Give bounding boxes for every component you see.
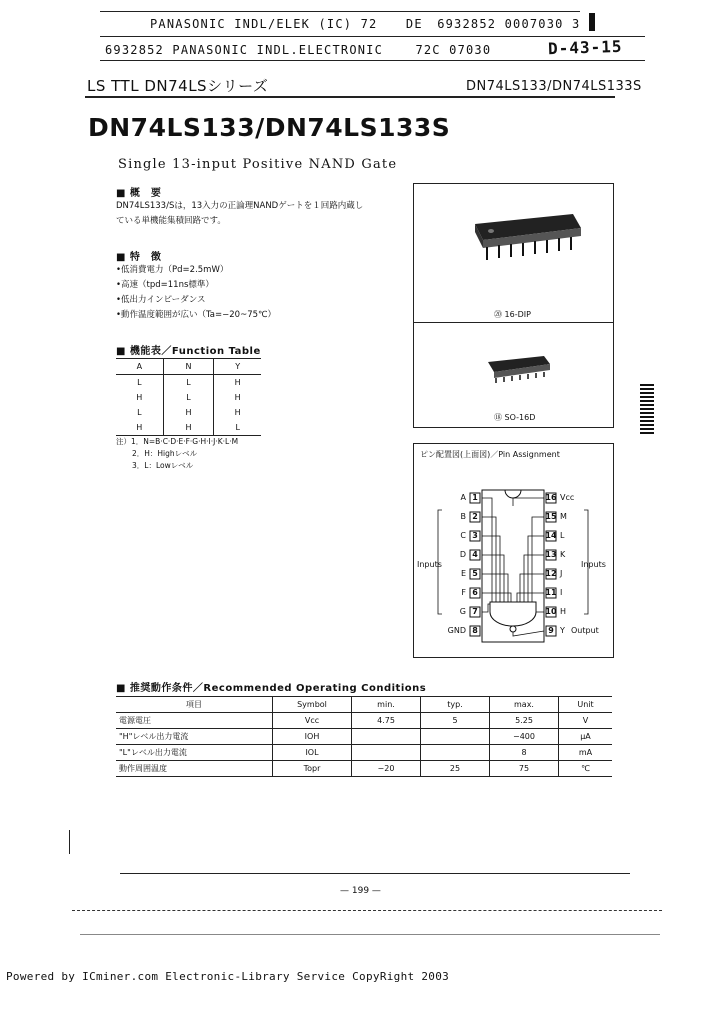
pin-assignment-title: ピン配置図(上面図)／Pin Assignment (420, 450, 560, 459)
ft-cell: H (136, 393, 143, 402)
pin-label-left: C (460, 531, 466, 540)
pin-number-left: 3 (472, 531, 478, 540)
features-heading: ■ 特 徴 (116, 252, 162, 263)
function-table-notes (116, 436, 238, 472)
table-row (116, 375, 261, 391)
pin-number-right: 13 (545, 550, 557, 559)
pin-label-left: G (459, 607, 466, 616)
stamp-mark (589, 13, 595, 31)
table-row (116, 420, 261, 436)
function-table-heading: ■ 機能表／Function Table (116, 346, 261, 357)
ft-header: N (163, 359, 214, 375)
rc-cell: mA (559, 745, 613, 761)
dip-package-illustration (414, 184, 613, 314)
pin-number-right: 14 (545, 531, 557, 540)
pin-label-right: Y (560, 626, 565, 635)
ft-cell: H (116, 420, 163, 436)
ft-cell: H (163, 405, 214, 420)
pin-number-left: 8 (472, 626, 478, 635)
pin-label-right: M (560, 512, 567, 521)
pin-number-left: 1 (472, 493, 478, 502)
pin-assignment-figure (413, 443, 614, 658)
pin-number-right: 15 (545, 512, 557, 521)
feature-item: •動作温度範囲が広い（Ta=−20~75℃） (116, 310, 277, 320)
scan-rule (120, 873, 630, 874)
table-row (116, 390, 261, 405)
package-figure (413, 183, 614, 428)
overview-line-1: DN74LS133/Sは，13入力の正論理NANDゲートを１回路内蔵し (116, 201, 364, 211)
pin-label-right: L (560, 531, 565, 540)
pin-number-left: 4 (472, 550, 478, 559)
handwritten-note: D-43-15 (547, 36, 623, 59)
table-row (116, 745, 612, 761)
ft-cell: L (163, 375, 214, 391)
ft-cell: H (214, 405, 261, 420)
dip-label: ⑳ 16-DIP (494, 310, 531, 319)
rc-cell: "H"レベル出力電流 (116, 729, 273, 745)
pin-number-left: 7 (472, 607, 478, 616)
pin-number-right: 11 (545, 588, 557, 597)
rc-cell: 8 (490, 745, 559, 761)
pin-label-left: A (460, 493, 466, 502)
rc-cell: IOL (273, 745, 352, 761)
feature-item: •低出力インピーダンス (116, 295, 206, 305)
rc-cell: 75 (490, 761, 559, 777)
bottom-rule (80, 934, 660, 935)
overview-line-2: ている単機能集積回路です。 (116, 216, 226, 226)
side-barcode (640, 384, 654, 434)
page-title: DN74LS133/DN74LS133S (88, 113, 451, 142)
footer-copyright: Powered by ICminer.com Electronic-Library Service CopyRight 2003 (6, 970, 450, 983)
pin-label-left: F (461, 588, 466, 597)
output-label: Output (571, 626, 599, 635)
ft-cell: H (214, 390, 261, 405)
ft-cell: L (137, 378, 142, 387)
rc-cell (352, 745, 421, 761)
pin-number-right: 10 (545, 607, 557, 616)
pin-number-left: 2 (472, 512, 478, 521)
stamp-line-1 (150, 17, 580, 31)
feature-item: •低消費電力（Pd=2.5mW） (116, 265, 229, 275)
pin-number-right: 9 (548, 626, 554, 635)
ft-header: Y (214, 359, 261, 375)
rc-cell: Topr (273, 761, 352, 777)
subtitle: Single 13-input Positive NAND Gate (118, 157, 398, 172)
rc-cell: ℃ (559, 761, 613, 777)
rc-cell: 5.25 (490, 713, 559, 729)
ft-note: 注）1．N=B·C·D·E·F·G·H·I·J·K·L·M (116, 437, 239, 446)
rc-cell: 25 (421, 761, 490, 777)
pin-label-right: K (560, 550, 566, 559)
rc-cell (421, 745, 490, 761)
pin-label-left: GND (447, 626, 466, 635)
rc-cell (352, 729, 421, 745)
page-number: — 199 — (340, 886, 381, 896)
ft-header: A (116, 359, 163, 375)
ft-cell: L (163, 390, 214, 405)
recommended-table (116, 696, 612, 777)
table-row (116, 729, 612, 745)
rc-cell: 動作周囲温度 (116, 761, 273, 777)
series-part-numbers: DN74LS133/DN74LS133S (466, 79, 642, 94)
stamp-code-2: 72C 07030 (415, 43, 492, 57)
pin-number-right: 16 (545, 493, 557, 502)
stamp-line-2 (105, 43, 491, 57)
stamp-de: DE (405, 17, 423, 31)
pin-number-left: 5 (472, 569, 478, 578)
rc-cell: μA (559, 729, 613, 745)
recommended-heading: ■ 推奨動作条件／Recommended Operating Conditions (116, 683, 427, 694)
rc-cell: 電源電圧 (116, 713, 273, 729)
stamp-company: PANASONIC INDL/ELEK (IC) 72 (150, 17, 378, 31)
rc-header: Unit (559, 697, 613, 713)
stamp-number: 6932852 0007030 3 (437, 17, 581, 31)
pin-number-right: 12 (545, 569, 557, 578)
ft-note: 2．H：Highレベル (132, 449, 198, 458)
rc-cell: 5 (421, 713, 490, 729)
features-list (116, 263, 276, 323)
pin-label-right: J (560, 569, 563, 578)
pin-number-left: 6 (472, 588, 478, 597)
pin-label-right: Vcc (560, 493, 575, 502)
scan-mark (69, 830, 70, 854)
table-row (116, 405, 261, 420)
rc-cell: IOH (273, 729, 352, 745)
pin-label-right: I (560, 588, 563, 597)
rc-cell: "L"レベル出力電流 (116, 745, 273, 761)
rc-header: 項目 (116, 697, 273, 713)
rc-header: max. (490, 697, 559, 713)
rc-cell: −20 (352, 761, 421, 777)
overview-text (116, 199, 396, 229)
inputs-label-left: Inputs (417, 560, 442, 569)
feature-item: •高速（tpd=11ns標準） (116, 280, 214, 290)
pin-label-left: B (460, 512, 466, 521)
so-package-illustration (414, 344, 613, 404)
inputs-label-right: Inputs (581, 560, 606, 569)
ft-note: 3．L：Lowレベル (132, 461, 194, 470)
pin-label-left: E (460, 569, 466, 578)
ft-cell: H (163, 420, 214, 436)
stamp-company-2: 6932852 PANASONIC INDL.ELECTRONIC (105, 43, 384, 57)
rc-cell (421, 729, 490, 745)
function-table (116, 358, 261, 436)
ft-cell: L (214, 420, 261, 436)
rc-header: Symbol (273, 697, 352, 713)
overview-heading: ■ 概 要 (116, 188, 162, 199)
so-label: ⑱ SO-16D (494, 413, 536, 422)
scan-dashes (72, 910, 662, 912)
table-row (116, 761, 612, 777)
rc-cell: Vcc (273, 713, 352, 729)
rc-header: min. (352, 697, 421, 713)
rc-cell: 4.75 (352, 713, 421, 729)
rc-cell: −400 (490, 729, 559, 745)
pin-label-right: H (560, 607, 567, 616)
pin-label-left: D (459, 550, 466, 559)
rc-header: typ. (421, 697, 490, 713)
ft-cell: L (137, 408, 142, 417)
series-label: LS TTL DN74LSシリーズ (87, 77, 269, 95)
ft-cell: H (214, 375, 261, 391)
rc-cell: V (559, 713, 613, 729)
table-row (116, 713, 612, 729)
